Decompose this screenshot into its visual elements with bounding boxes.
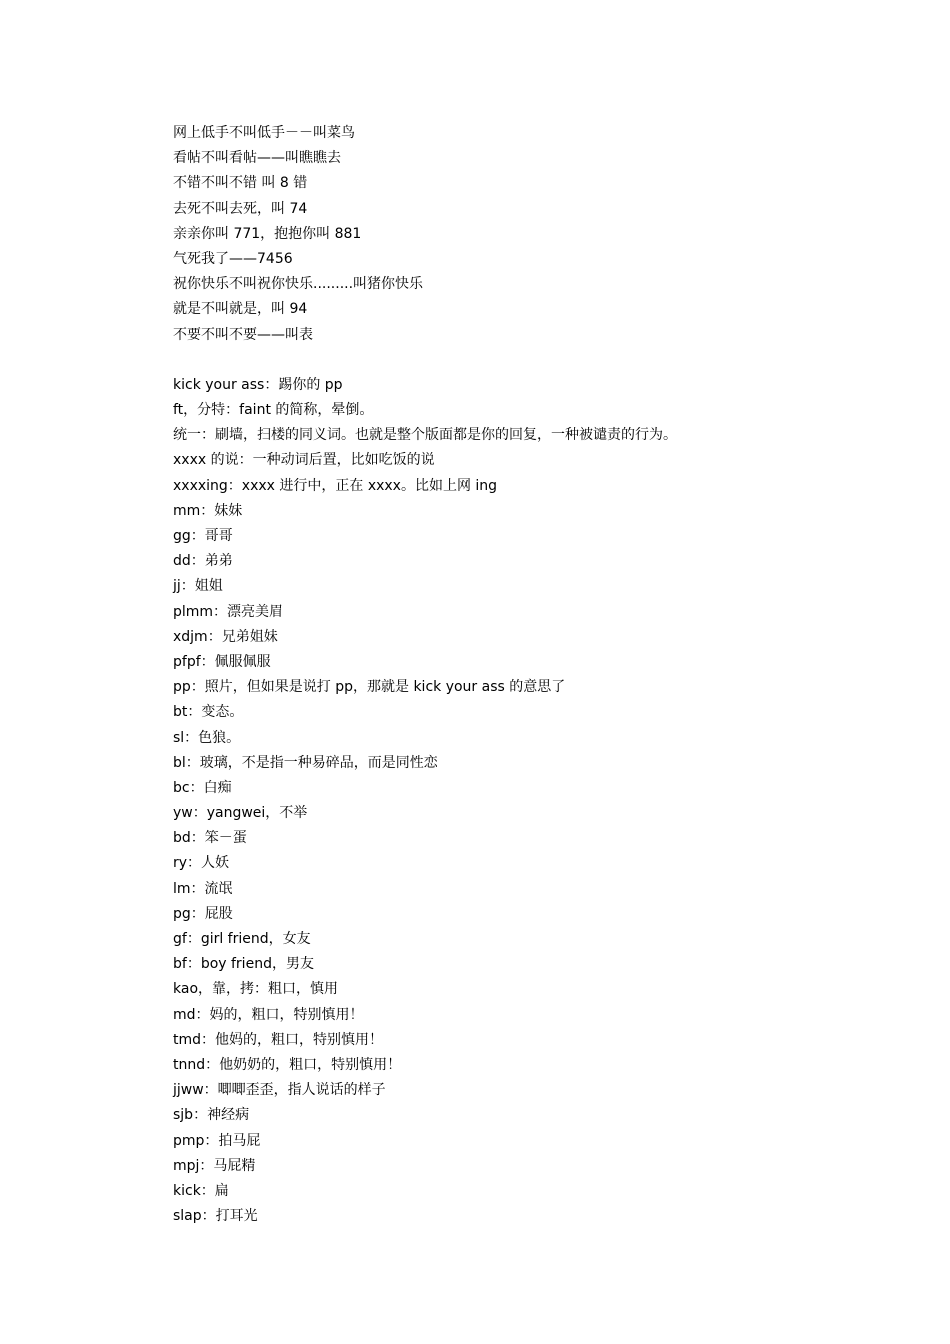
text-line: md：妈的，粗口，特别慎用！ <box>173 1006 364 1023</box>
text-line: yw：yangwei，不举 <box>173 805 308 822</box>
text-line: 祝你快乐不叫祝你快乐.........叫猪你快乐 <box>173 276 424 293</box>
text-line: 不要不叫不要——叫表 <box>173 326 313 343</box>
text-line: kick：扁 <box>173 1182 229 1199</box>
text-line: mm：妹妹 <box>173 502 243 519</box>
section-slang-numbers <box>173 121 893 348</box>
text-line: bt：变态。 <box>173 704 244 721</box>
text-line: sjb：神经病 <box>173 1107 250 1124</box>
text-line: mpj：马屁精 <box>173 1157 256 1174</box>
text-line: gg：哥哥 <box>173 528 233 544</box>
paragraph-gap <box>173 348 893 373</box>
text-line: xxxx 的说：一种动词后置，比如吃饭的说 <box>173 452 435 469</box>
text-line: 去死不叫去死，叫 74 <box>173 200 308 217</box>
text-line: ry：人妖 <box>173 855 230 872</box>
text-line: jjww：唧唧歪歪，指人说话的样子 <box>173 1082 386 1099</box>
text-line: pmp：拍马屁 <box>173 1132 261 1149</box>
text-line: bc：白痴 <box>173 779 232 796</box>
text-line: xdjm：兄弟姐妹 <box>173 628 278 645</box>
text-line: pfpf：佩服佩服 <box>173 653 271 670</box>
text-line: tnnd：他奶奶的，粗口，特别慎用！ <box>173 1056 402 1073</box>
text-line: lm：流氓 <box>173 880 233 897</box>
text-line: ft，分特：faint 的简称，晕倒。 <box>173 402 374 419</box>
text-line: 就是不叫就是，叫 94 <box>173 301 308 318</box>
text-line: slap：打耳光 <box>173 1208 258 1225</box>
text-line: kick your ass：踢你的 pp <box>173 376 343 393</box>
text-line: sl：色狼。 <box>173 729 241 746</box>
text-line: bf：boy friend，男友 <box>173 956 314 973</box>
text-line: pg：屁股 <box>173 905 233 922</box>
text-line: 气死我了——7456 <box>173 250 293 267</box>
text-line: 统一：刷墙，扫楼的同义词。也就是整个版面都是你的回复，一种被谴责的行为。 <box>173 427 677 444</box>
text-line: bl：玻璃，不是指一种易碎品，而是同性恋 <box>173 754 438 771</box>
section-abbreviations <box>173 373 893 1229</box>
text-line: gf：girl friend，女友 <box>173 931 311 947</box>
text-line: 网上低手不叫低手－－叫菜鸟 <box>173 125 355 141</box>
text-line: 看帖不叫看帖——叫瞧瞧去 <box>173 150 341 167</box>
text-line: 不错不叫不错 叫 8 错 <box>173 175 308 192</box>
text-line: jj：姐姐 <box>173 578 223 595</box>
text-line: 亲亲你叫 771，抱抱你叫 881 <box>173 225 362 242</box>
document-body <box>173 121 893 1229</box>
text-line: dd：弟弟 <box>173 553 233 570</box>
text-line: bd：笨－蛋 <box>173 830 247 847</box>
text-line: xxxxing：xxxx 进行中，正在 xxxx。比如上网 ing <box>173 477 498 494</box>
text-line: tmd：他妈的，粗口，特别慎用！ <box>173 1031 384 1048</box>
text-line: kao，靠，拷：粗口，慎用 <box>173 981 339 998</box>
text-line: pp：照片，但如果是说打 pp，那就是 kick your ass 的意思了 <box>173 679 566 696</box>
text-line: plmm：漂亮美眉 <box>173 603 284 620</box>
